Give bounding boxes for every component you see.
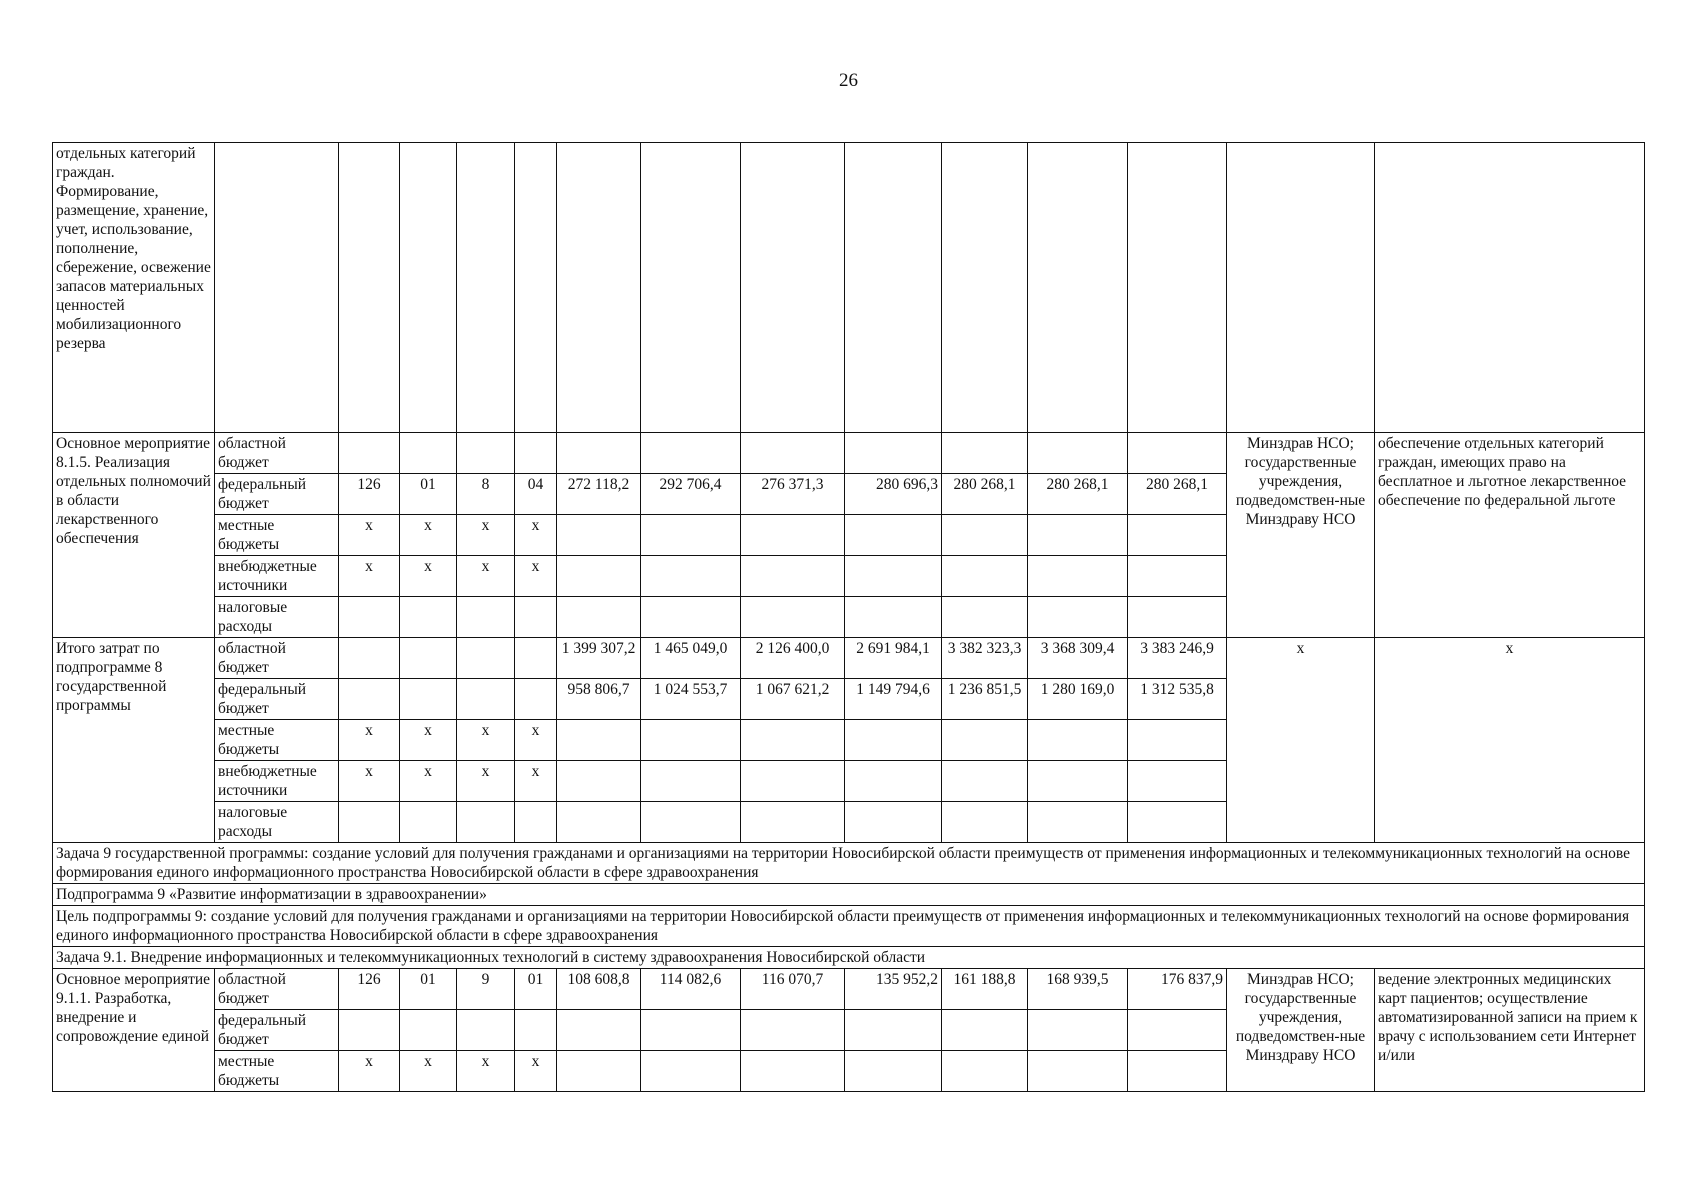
funding-source-cell: федеральный бюджет [215, 474, 339, 515]
amount-cell [557, 597, 641, 638]
amount-cell: 1 024 553,7 [641, 679, 741, 720]
amount-cell [942, 761, 1028, 802]
amount-cell [641, 556, 741, 597]
amount-cell [1128, 1010, 1227, 1051]
amount-cell: 280 696,3 [845, 474, 942, 515]
amount-cell [845, 1010, 942, 1051]
amount-cell [557, 1010, 641, 1051]
amount-cell: 280 268,1 [942, 474, 1028, 515]
empty-cell [942, 143, 1028, 433]
amount-cell [641, 515, 741, 556]
amount-cell [741, 1051, 845, 1092]
amount-cell [845, 802, 942, 843]
amount-cell: 958 806,7 [557, 679, 641, 720]
budget-code-cell: х [515, 1051, 557, 1092]
amount-cell [741, 1010, 845, 1051]
amount-cell [942, 556, 1028, 597]
amount-cell [845, 556, 942, 597]
measure-name-cell: отдельных категорий граждан. Формирование, размещение, хранение, учет, использование, пополнение, сбережение, освежение запасов материальных ценностей мобилизационного резерва [53, 143, 215, 433]
amount-cell [942, 720, 1028, 761]
task-heading: Задача 9.1. Внедрение информационных и телекоммуникационных технологий в систему здравоохранения Новосибирской области [53, 947, 1645, 969]
amount-cell: 272 118,2 [557, 474, 641, 515]
amount-cell: 1 312 535,8 [1128, 679, 1227, 720]
empty-cell [641, 143, 741, 433]
table-row [53, 947, 1645, 969]
table-row [53, 638, 1645, 679]
expected-result-cell: обеспечение отдельных категорий граждан, имеющих право на бесплатное и льготное лекарственное обеспечение по федеральной льготе [1375, 433, 1645, 638]
amount-cell [1028, 1051, 1128, 1092]
executor-cell: х [1227, 638, 1375, 843]
amount-cell [641, 802, 741, 843]
budget-code-cell: 01 [400, 474, 457, 515]
budget-code-cell: х [400, 515, 457, 556]
budget-code-cell: х [457, 1051, 515, 1092]
funding-source-cell: налоговые расходы [215, 802, 339, 843]
budget-code-cell: х [339, 556, 400, 597]
amount-cell [942, 802, 1028, 843]
budget-code-cell [457, 802, 515, 843]
amount-cell [741, 433, 845, 474]
budget-code-cell: 01 [400, 969, 457, 1010]
amount-cell: 1 236 851,5 [942, 679, 1028, 720]
amount-cell [1128, 802, 1227, 843]
page-number: 26 [839, 70, 858, 91]
empty-cell [339, 143, 400, 433]
budget-code-cell [400, 638, 457, 679]
amount-cell [1128, 720, 1227, 761]
amount-cell [557, 433, 641, 474]
budget-code-cell: 8 [457, 474, 515, 515]
task-heading: Задача 9 государственной программы: создание условий для получения гражданами и организациями на территории Новосибирской области преимуществ от применения информационных и телекоммуникационных технологий на основе формирования единого информационного пространства Новосибирской области в сфере здравоохранения [53, 843, 1645, 884]
amount-cell [942, 1010, 1028, 1051]
funding-source-cell: областной бюджет [215, 433, 339, 474]
amount-cell [845, 433, 942, 474]
amount-cell [942, 597, 1028, 638]
budget-code-cell [457, 597, 515, 638]
budget-code-cell [515, 679, 557, 720]
budget-code-cell: 126 [339, 474, 400, 515]
budget-code-cell: х [339, 720, 400, 761]
empty-cell [557, 143, 641, 433]
amount-cell: 114 082,6 [641, 969, 741, 1010]
budget-code-cell [400, 802, 457, 843]
amount-cell: 280 268,1 [1128, 474, 1227, 515]
executor-cell: Минздрав НСО; государственные учреждения, подведомствен-ные Минздраву НСО [1227, 969, 1375, 1092]
budget-code-cell [515, 802, 557, 843]
amount-cell [1128, 433, 1227, 474]
subprogram-heading: Подпрограмма 9 «Развитие информатизации в здравоохранении» [53, 884, 1645, 906]
amount-cell [1028, 802, 1128, 843]
amount-cell [1128, 556, 1227, 597]
funding-source-cell: местные бюджеты [215, 720, 339, 761]
budget-code-cell [400, 433, 457, 474]
budget-code-cell: х [515, 720, 557, 761]
amount-cell [641, 1051, 741, 1092]
amount-cell: 3 383 246,9 [1128, 638, 1227, 679]
amount-cell: 2 126 400,0 [741, 638, 845, 679]
empty-cell [400, 143, 457, 433]
amount-cell [845, 720, 942, 761]
budget-code-cell [339, 802, 400, 843]
budget-code-cell [400, 597, 457, 638]
budget-code-cell: х [339, 761, 400, 802]
empty-cell [1375, 143, 1645, 433]
amount-cell: 2 691 984,1 [845, 638, 942, 679]
measure-name-cell: Основное мероприятие 9.1.1. Разработка, внедрение и сопровождение единой [53, 969, 215, 1092]
amount-cell [942, 1051, 1028, 1092]
table-row [53, 906, 1645, 947]
budget-code-cell [339, 433, 400, 474]
budget-code-cell: 9 [457, 969, 515, 1010]
amount-cell [557, 556, 641, 597]
amount-cell: 135 952,2 [845, 969, 942, 1010]
empty-cell [215, 143, 339, 433]
budget-code-cell [339, 638, 400, 679]
funding-source-cell: местные бюджеты [215, 1051, 339, 1092]
funding-source-cell: областной бюджет [215, 638, 339, 679]
amount-cell: 116 070,7 [741, 969, 845, 1010]
amount-cell [741, 597, 845, 638]
amount-cell [641, 1010, 741, 1051]
budget-code-cell: х [400, 556, 457, 597]
amount-cell [1128, 761, 1227, 802]
amount-cell [641, 720, 741, 761]
goal-heading: Цель подпрограммы 9: создание условий для получения гражданами и организациями на территории Новосибирской области преимуществ от применения информационных и телекоммуникационных технологий на основе формирования единого информационного пространства Новосибирской области в сфере здравоохранения [53, 906, 1645, 947]
amount-cell [741, 761, 845, 802]
executor-cell: Минздрав НСО; государственные учреждения, подведомствен-ные Минздраву НСО [1227, 433, 1375, 638]
expected-result-cell: ведение электронных медицинских карт пациентов; осуществление автоматизированной записи на прием к врачу с использованием сети Интернет и/или [1375, 969, 1645, 1092]
amount-cell [1028, 720, 1128, 761]
amount-cell [1128, 1051, 1227, 1092]
funding-source-cell: областной бюджет [215, 969, 339, 1010]
budget-code-cell [515, 1010, 557, 1051]
budget-code-cell [339, 597, 400, 638]
amount-cell [641, 597, 741, 638]
budget-code-cell [339, 1010, 400, 1051]
amount-cell [557, 802, 641, 843]
amount-cell [845, 515, 942, 556]
amount-cell: 3 382 323,3 [942, 638, 1028, 679]
amount-cell: 276 371,3 [741, 474, 845, 515]
table-row [53, 433, 1645, 474]
amount-cell: 1 067 621,2 [741, 679, 845, 720]
budget-code-cell: х [457, 720, 515, 761]
table-row [53, 143, 1645, 433]
amount-cell: 168 939,5 [1028, 969, 1128, 1010]
budget-code-cell: х [457, 761, 515, 802]
budget-code-cell: х [457, 515, 515, 556]
budget-code-cell: х [515, 556, 557, 597]
funding-source-cell: местные бюджеты [215, 515, 339, 556]
empty-cell [845, 143, 942, 433]
amount-cell [1128, 515, 1227, 556]
amount-cell [845, 761, 942, 802]
amount-cell: 1 280 169,0 [1028, 679, 1128, 720]
amount-cell [641, 433, 741, 474]
table-row [53, 969, 1645, 1010]
measure-name-cell: Основное мероприятие 8.1.5. Реализация отдельных полномочий в области лекарственного обеспечения [53, 433, 215, 638]
amount-cell: 280 268,1 [1028, 474, 1128, 515]
amount-cell [557, 1051, 641, 1092]
amount-cell: 161 188,8 [942, 969, 1028, 1010]
amount-cell: 108 608,8 [557, 969, 641, 1010]
empty-cell [1128, 143, 1227, 433]
amount-cell [942, 515, 1028, 556]
budget-code-cell [339, 679, 400, 720]
budget-code-cell: х [515, 515, 557, 556]
budget-code-cell: 01 [515, 969, 557, 1010]
amount-cell [741, 720, 845, 761]
funding-source-cell: федеральный бюджет [215, 1010, 339, 1051]
budget-code-cell: х [339, 1051, 400, 1092]
amount-cell [1028, 515, 1128, 556]
table-row [53, 884, 1645, 906]
amount-cell [1028, 597, 1128, 638]
amount-cell [557, 720, 641, 761]
amount-cell [1028, 556, 1128, 597]
budget-code-cell [457, 638, 515, 679]
program-table [52, 142, 1645, 1092]
budget-code-cell: 126 [339, 969, 400, 1010]
funding-source-cell: федеральный бюджет [215, 679, 339, 720]
amount-cell: 1 149 794,6 [845, 679, 942, 720]
empty-cell [457, 143, 515, 433]
amount-cell [557, 515, 641, 556]
table-row [53, 843, 1645, 884]
amount-cell [845, 1051, 942, 1092]
amount-cell [1028, 433, 1128, 474]
funding-source-cell: внебюджетные источники [215, 556, 339, 597]
budget-code-cell [515, 597, 557, 638]
empty-cell [1028, 143, 1128, 433]
expected-result-cell: х [1375, 638, 1645, 843]
budget-code-cell: х [339, 515, 400, 556]
budget-code-cell [515, 638, 557, 679]
empty-cell [1227, 143, 1375, 433]
amount-cell: 3 368 309,4 [1028, 638, 1128, 679]
budget-code-cell [400, 1010, 457, 1051]
empty-cell [741, 143, 845, 433]
amount-cell [1028, 761, 1128, 802]
amount-cell [845, 597, 942, 638]
budget-code-cell [457, 433, 515, 474]
budget-code-cell [400, 679, 457, 720]
funding-source-cell: налоговые расходы [215, 597, 339, 638]
budget-code-cell [457, 1010, 515, 1051]
amount-cell [741, 515, 845, 556]
budget-code-cell: х [400, 761, 457, 802]
budget-code-cell: х [515, 761, 557, 802]
amount-cell: 176 837,9 [1128, 969, 1227, 1010]
budget-code-cell [457, 679, 515, 720]
amount-cell: 1 399 307,2 [557, 638, 641, 679]
budget-code-cell: х [400, 720, 457, 761]
empty-cell [515, 143, 557, 433]
amount-cell [741, 802, 845, 843]
budget-code-cell: х [400, 1051, 457, 1092]
amount-cell [1028, 1010, 1128, 1051]
amount-cell [741, 556, 845, 597]
amount-cell: 1 465 049,0 [641, 638, 741, 679]
amount-cell [1128, 597, 1227, 638]
amount-cell [942, 433, 1028, 474]
budget-code-cell: х [457, 556, 515, 597]
budget-code-cell [515, 433, 557, 474]
budget-code-cell: 04 [515, 474, 557, 515]
funding-source-cell: внебюджетные источники [215, 761, 339, 802]
amount-cell [641, 761, 741, 802]
amount-cell [557, 761, 641, 802]
measure-name-cell: Итого затрат по подпрограмме 8 государственной программы [53, 638, 215, 843]
amount-cell: 292 706,4 [641, 474, 741, 515]
